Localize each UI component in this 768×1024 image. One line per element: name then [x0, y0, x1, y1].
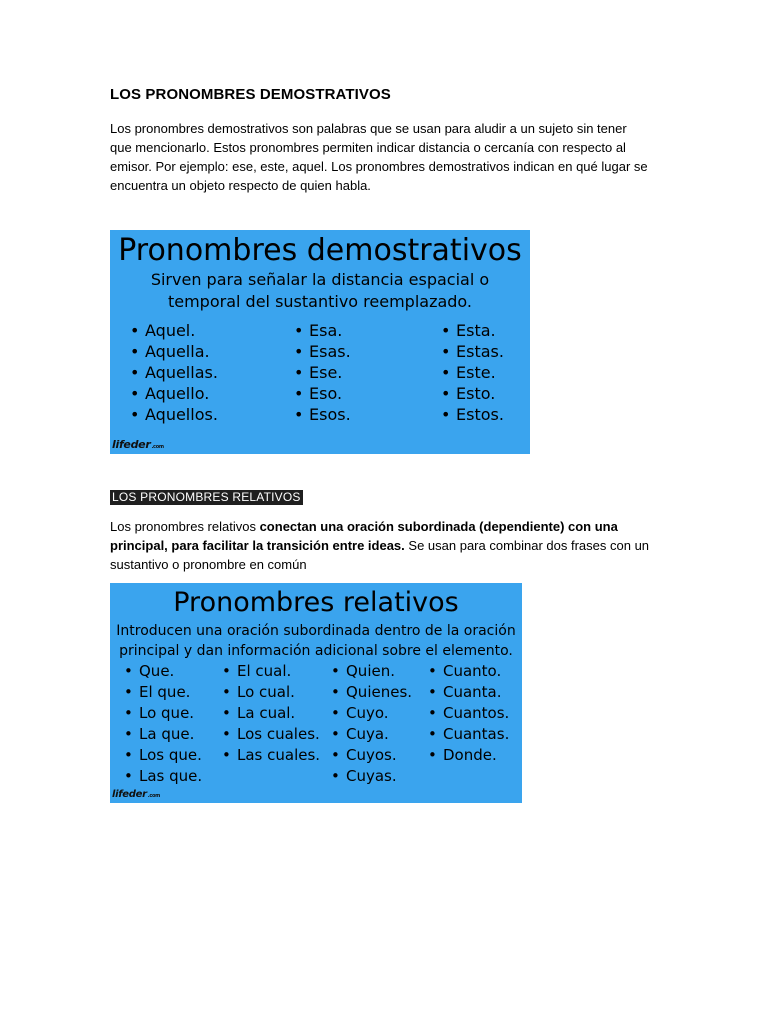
list-item: • Esta. [441, 320, 504, 341]
list-item: • Lo cual. [222, 682, 320, 703]
list-item: • Donde. [428, 745, 509, 766]
list-item: • Esto. [441, 383, 504, 404]
list-item: • El que. [124, 682, 202, 703]
demostrativos-paragraph: Los pronombres demostrativos son palabras que se usan para aludir a un sujeto sin tener que mencionarlo. Estos pronombres permiten indicar distancia o cercanía con respecto al emisor. Por ejemplo: ese, este, aquel. Los pronombres demostrativos indican en qué lugar se encuentra un objeto respecto de quien habla. [110, 121, 648, 193]
list-item: • La que. [124, 724, 202, 745]
list-item: • Los cuales. [222, 724, 320, 745]
list-item: • Aquel. [130, 320, 218, 341]
list-item: • Aquella. [130, 341, 218, 362]
list-item: • Ese. [294, 362, 351, 383]
demostrativos-column-1 [130, 320, 218, 425]
demostrativos-card-title: Pronombres demostrativos [118, 233, 522, 268]
list-item: • Lo que. [124, 703, 202, 724]
relativos-card-subtitle: Introducen una oración subordinada dentro de la oración principal y dan información adicional sobre el elemento. [116, 623, 516, 659]
list-item: • Cuanta. [428, 682, 509, 703]
list-item: • El cual. [222, 661, 320, 682]
list-item: • Aquellas. [130, 362, 218, 383]
list-item: • Estos. [441, 404, 504, 425]
list-item: • Eso. [294, 383, 351, 404]
list-item: • Cuantas. [428, 724, 509, 745]
list-item: • Quien. [331, 661, 412, 682]
list-item: • Esos. [294, 404, 351, 425]
list-item: • Quienes. [331, 682, 412, 703]
list-item: • Esa. [294, 320, 351, 341]
list-item: • La cual. [222, 703, 320, 724]
demostrativos-infographic [110, 230, 530, 454]
list-item: • Aquellos. [130, 404, 218, 425]
demostrativos-column-3 [441, 320, 504, 425]
list-item: • Que. [124, 661, 202, 682]
list-item: • Aquello. [130, 383, 218, 404]
demostrativos-column-2 [294, 320, 351, 425]
relativos-infographic [110, 583, 522, 803]
list-item: • Cuantos. [428, 703, 509, 724]
list-item: • Este. [441, 362, 504, 383]
list-item: • Cuanto. [428, 661, 509, 682]
list-item: • Cuyos. [331, 745, 412, 766]
relativos-column-1 [124, 661, 202, 787]
page-title: LOS PRONOMBRES DEMOSTRATIVOS [110, 86, 391, 103]
lifeder-logo: lifeder.com [112, 789, 161, 800]
relativos-paragraph: Los pronombres relativos conectan una oración subordinada (dependiente) con una principal, para facilitar la transición entre ideas. Se usan para combinar dos frases con un sustantivo o pronombre en común [110, 519, 650, 572]
list-item: • Estas. [441, 341, 504, 362]
relativos-column-2 [222, 661, 320, 766]
relativos-column-3 [331, 661, 412, 787]
relativos-column-4 [428, 661, 509, 766]
list-item: • Las que. [124, 766, 202, 787]
list-item: • Cuyo. [331, 703, 412, 724]
list-item: • Las cuales. [222, 745, 320, 766]
list-item: • Cuya. [331, 724, 412, 745]
lifeder-logo: lifeder.com [112, 438, 164, 451]
list-item: • Los que. [124, 745, 202, 766]
relativos-card-title: Pronombres relativos [173, 587, 459, 618]
list-item: • Esas. [294, 341, 351, 362]
list-item: • Cuyas. [331, 766, 412, 787]
relativos-heading: LOS PRONOMBRES RELATIVOS [112, 490, 301, 504]
demostrativos-card-subtitle: Sirven para señalar la distancia espacial o temporal del sustantivo reemplazado. [150, 270, 490, 311]
